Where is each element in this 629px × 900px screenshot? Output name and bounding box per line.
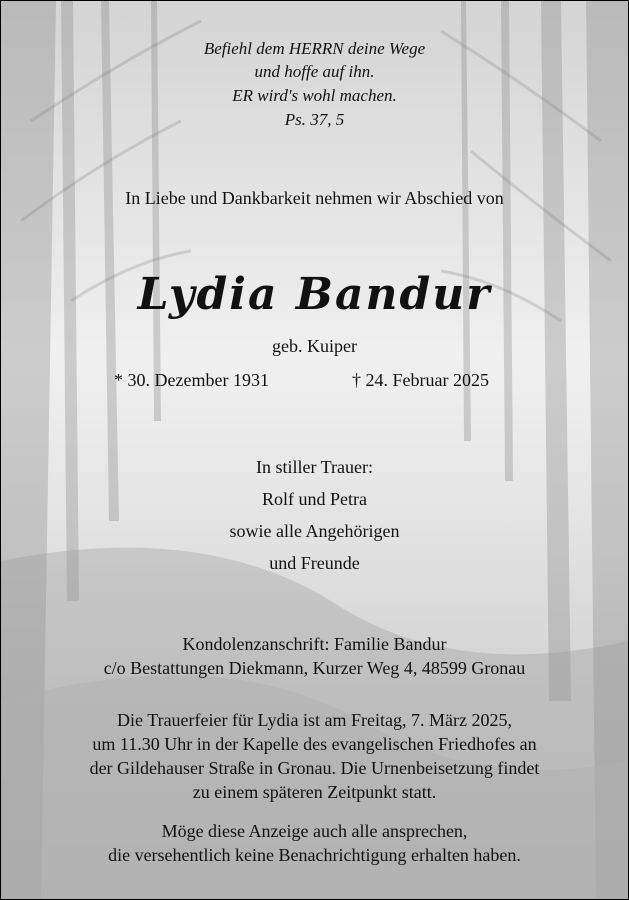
ceremony-line-3: der Gildehauser Straße in Gronau. Die Urnenbeisetzung findet (89, 758, 540, 778)
deceased-name: Lydia Bandur (137, 269, 492, 320)
condolence-address-line-2: c/o Bestattungen Diekmann, Kurzer Weg 4, 48599 Gronau (103, 658, 526, 678)
ceremony-line-2: um 11.30 Uhr in der Kapelle des evangelischen Friedhofes an (92, 734, 537, 754)
mourner-friends: und Freunde (269, 553, 360, 573)
intro-text: In Liebe und Dankbarkeit nehmen wir Abschied von (125, 188, 504, 208)
mourners-heading: In stiller Trauer: (256, 457, 373, 477)
closing-line-2: die versehentlich keine Benachrichtigung erhalten haben. (108, 845, 521, 865)
ceremony-line-1: Die Trauerfeier für Lydia ist am Freitag, 7. März 2025, (117, 710, 512, 730)
verse-line-1: Befiehl dem HERRN deine Wege (203, 39, 426, 58)
mourner-family: Rolf und Petra (262, 489, 367, 509)
birth-name: geb. Kuiper (272, 336, 357, 356)
ceremony-line-4: zu einem späteren Zeitpunkt statt. (192, 782, 437, 802)
closing-line-1: Möge diese Anzeige auch alle ansprechen, (161, 821, 468, 841)
birth-date: * 30. Dezember 1931 (114, 370, 269, 390)
verse-line-3: ER wird's wohl machen. (232, 86, 397, 105)
condolence-address-line-1: Kondolenzanschrift: Familie Bandur (182, 634, 447, 654)
verse-line-2: und hoffe auf ihn. (254, 62, 375, 81)
verse-reference: Ps. 37, 5 (284, 110, 345, 129)
mourner-relatives: sowie alle Angehörigen (229, 521, 400, 541)
death-date: † 24. Februar 2025 (352, 370, 489, 390)
